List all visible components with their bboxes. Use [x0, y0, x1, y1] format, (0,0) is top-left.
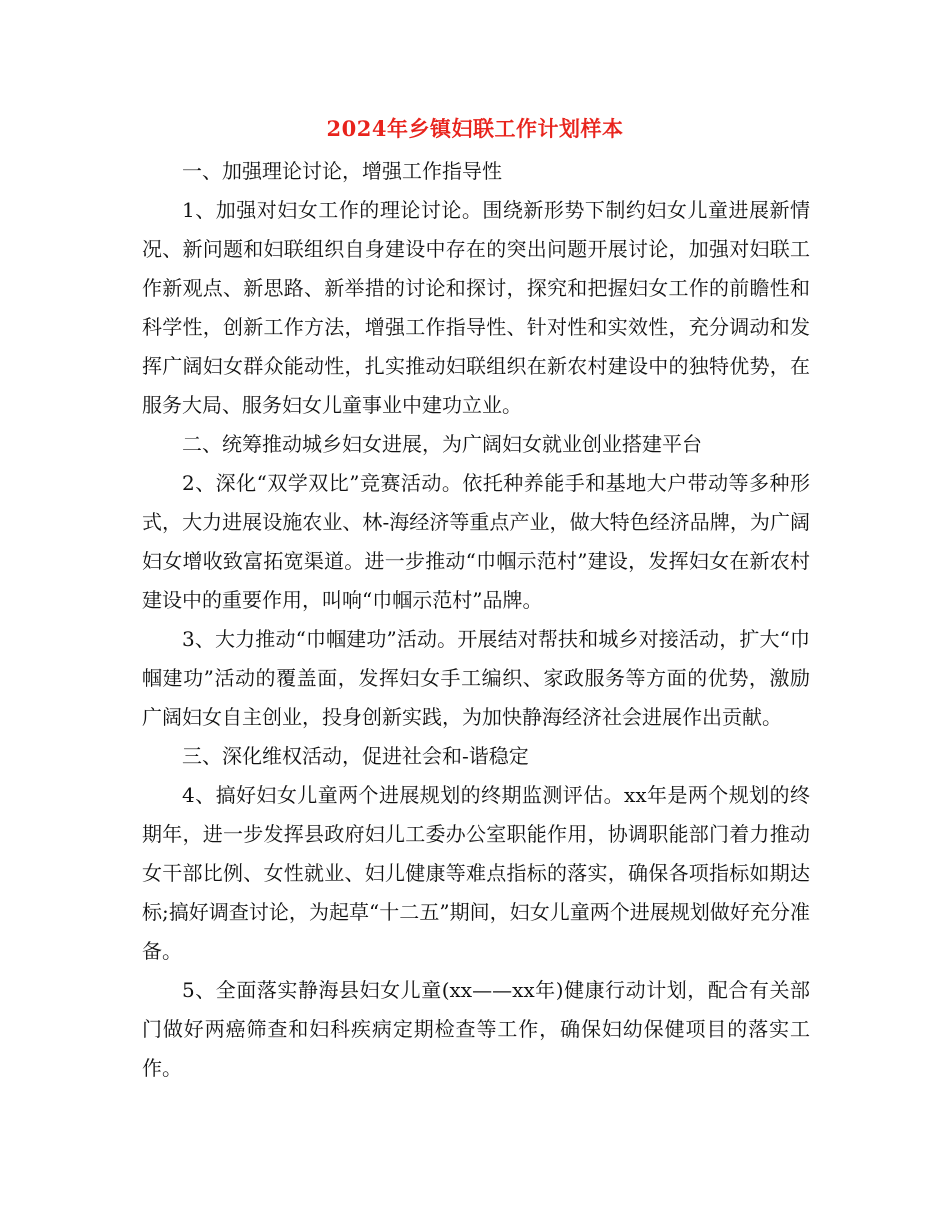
- section-heading-3: 三、深化维权活动，促进社会和-谐稳定: [182, 744, 529, 768]
- paragraph-5: 5、全面落实静海县妇女儿童(xx——xx年)健康行动计划，配合有关部门做好两癌筛查和妇科疾病定期检查等工作，确保妇幼保健项目的落实工作。: [142, 978, 810, 1080]
- paragraph-2: 2、深化“双学双比”竞赛活动。依托种养能手和基地大户带动等多种形式，大力进展设施农业、林-海经济等重点产业，做大特色经济品牌，为广阔妇女增收致富拓宽渠道。进一步推动“巾帼示范村”建设，发挥妇女在新农村建设中的重要作用，叫响“巾帼示范村”品牌。: [142, 471, 810, 612]
- paragraph-4: 4、搞好妇女儿童两个进展规划的终期监测评估。xx年是两个规划的终期年，进一步发挥县政府妇儿工委办公室职能作用，协调职能部门着力推动女干部比例、女性就业、妇儿健康等难点指标的落实，确保各项指标如期达标;搞好调查讨论，为起草“十二五”期间，妇女儿童两个进展规划做好充分准备。: [142, 783, 810, 963]
- paragraph-1: 1、加强对妇女工作的理论讨论。围绕新形势下制约妇女儿童进展新情况、新问题和妇联组织自身建设中存在的突出问题开展讨论，加强对妇联工作新观点、新思路、新举措的讨论和探讨，探究和把握妇女工作的前瞻性和科学性，创新工作方法，增强工作指导性、针对性和实效性，充分调动和发挥广阔妇女群众能动性，扎实推动妇联组织在新农村建设中的独特优势，在服务大局、服务妇女儿童事业中建功立业。: [142, 198, 810, 417]
- section-heading-1: 一、加强理论讨论，增强工作指导性: [182, 159, 502, 183]
- paragraph-3: 3、大力推动“巾帼建功”活动。开展结对帮扶和城乡对接活动，扩大“巾帼建功”活动的覆盖面，发挥妇女手工编织、家政服务等方面的优势，激励广阔妇女自主创业，投身创新实践，为加快静海经济社会进展作出贡献。: [142, 627, 810, 729]
- document-body: [142, 152, 810, 1088]
- document-title: 2024年乡镇妇联工作计划样本: [326, 116, 624, 141]
- section-heading-2: 二、统筹推动城乡妇女进展，为广阔妇女就业创业搭建平台: [182, 432, 702, 456]
